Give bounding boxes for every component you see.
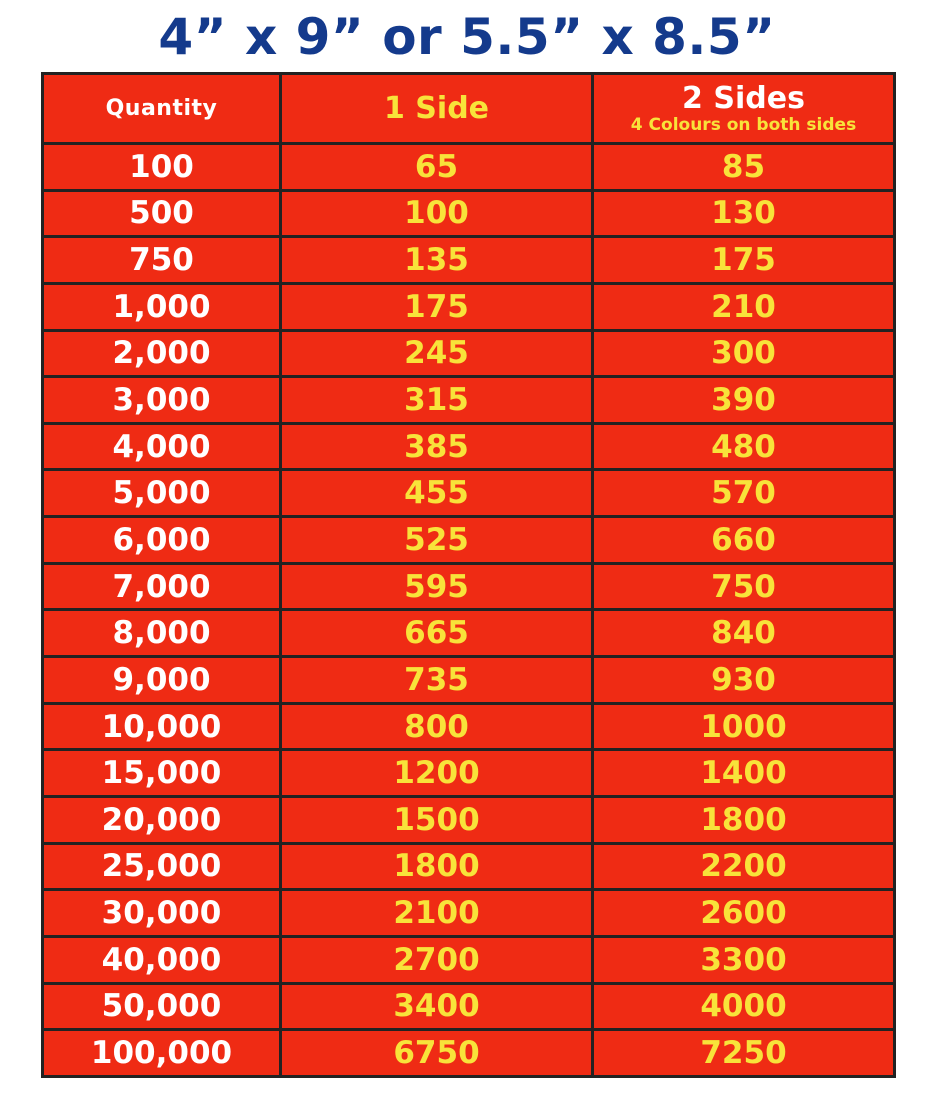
header-quantity: Quantity [43,74,281,144]
two-sides-price-cell: 840 [593,610,895,657]
one-side-price-cell: 665 [281,610,593,657]
quantity-cell: 4,000 [43,423,281,470]
two-sides-price-cell: 1000 [593,703,895,750]
quantity-cell: 8,000 [43,610,281,657]
table-row [43,237,895,284]
quantity-cell: 10,000 [43,703,281,750]
two-sides-price-cell: 660 [593,517,895,564]
quantity-cell: 15,000 [43,750,281,797]
one-side-price-cell: 135 [281,237,593,284]
one-side-price-cell: 595 [281,563,593,610]
quantity-cell: 100 [43,144,281,191]
table-row [43,517,895,564]
quantity-cell: 6,000 [43,517,281,564]
one-side-price-cell: 2700 [281,936,593,983]
table-row [43,796,895,843]
quantity-cell: 9,000 [43,657,281,704]
table-row [43,983,895,1030]
quantity-cell: 100,000 [43,1030,281,1077]
table-row [43,610,895,657]
quantity-cell: 50,000 [43,983,281,1030]
quantity-cell: 25,000 [43,843,281,890]
price-table [41,72,896,1078]
two-sides-price-cell: 7250 [593,1030,895,1077]
one-side-price-cell: 800 [281,703,593,750]
two-sides-price-cell: 85 [593,144,895,191]
table-row [43,936,895,983]
table-row [43,283,895,330]
table-row [43,563,895,610]
two-sides-price-cell: 750 [593,563,895,610]
two-sides-price-cell: 3300 [593,936,895,983]
quantity-cell: 500 [43,190,281,237]
table-row [43,750,895,797]
table-row [43,1030,895,1077]
table-row [43,144,895,191]
table-row [43,843,895,890]
table-row [43,470,895,517]
quantity-cell: 2,000 [43,330,281,377]
two-sides-price-cell: 570 [593,470,895,517]
table-row [43,423,895,470]
table-row [43,657,895,704]
two-sides-price-cell: 130 [593,190,895,237]
table-header-row [43,74,895,144]
one-side-price-cell: 385 [281,423,593,470]
one-side-price-cell: 315 [281,377,593,424]
two-sides-price-cell: 175 [593,237,895,284]
one-side-price-cell: 245 [281,330,593,377]
one-side-price-cell: 1800 [281,843,593,890]
one-side-price-cell: 455 [281,470,593,517]
one-side-price-cell: 100 [281,190,593,237]
one-side-price-cell: 1200 [281,750,593,797]
table-row [43,330,895,377]
one-side-price-cell: 3400 [281,983,593,1030]
two-sides-price-cell: 4000 [593,983,895,1030]
two-sides-price-cell: 210 [593,283,895,330]
header-two-sides-note: 4 Colours on both sides [630,114,857,135]
quantity-cell: 1,000 [43,283,281,330]
quantity-cell: 40,000 [43,936,281,983]
table-row [43,377,895,424]
quantity-cell: 20,000 [43,796,281,843]
quantity-cell: 750 [43,237,281,284]
two-sides-price-cell: 390 [593,377,895,424]
quantity-cell: 7,000 [43,563,281,610]
two-sides-price-cell: 1800 [593,796,895,843]
two-sides-price-cell: 480 [593,423,895,470]
quantity-cell: 30,000 [43,890,281,937]
one-side-price-cell: 65 [281,144,593,191]
one-side-price-cell: 6750 [281,1030,593,1077]
two-sides-price-cell: 2200 [593,843,895,890]
one-side-price-cell: 2100 [281,890,593,937]
page-title: 4” x 9” or 5.5” x 8.5” [158,8,776,66]
one-side-price-cell: 525 [281,517,593,564]
one-side-price-cell: 1500 [281,796,593,843]
table-row [43,890,895,937]
header-one-side: 1 Side [281,74,593,144]
two-sides-price-cell: 300 [593,330,895,377]
quantity-cell: 5,000 [43,470,281,517]
table-row [43,703,895,750]
two-sides-price-cell: 1400 [593,750,895,797]
two-sides-price-cell: 2600 [593,890,895,937]
table-row [43,190,895,237]
header-two-sides [593,74,895,144]
two-sides-price-cell: 930 [593,657,895,704]
one-side-price-cell: 175 [281,283,593,330]
quantity-cell: 3,000 [43,377,281,424]
one-side-price-cell: 735 [281,657,593,704]
header-two-sides-label: 2 Sides [682,80,805,116]
